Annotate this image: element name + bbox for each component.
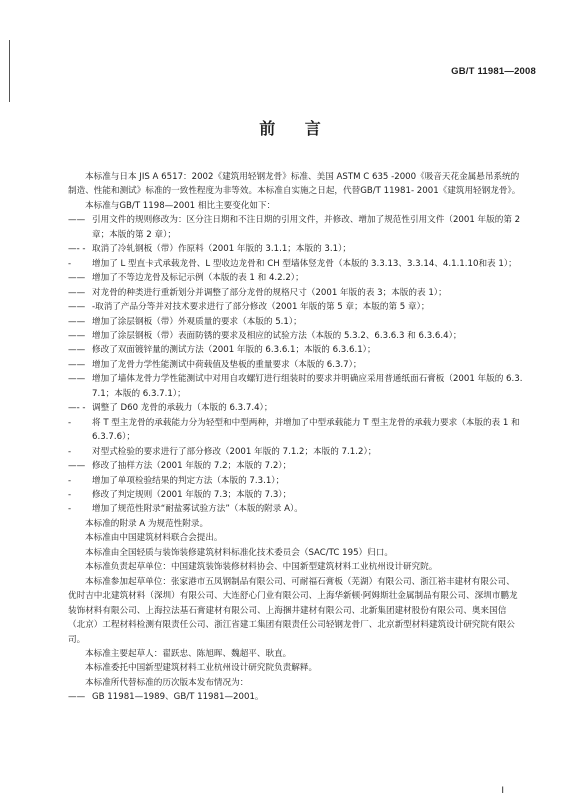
list-item [68,271,523,285]
list-item [68,358,523,372]
list-item [68,329,523,343]
item-text: 对龙骨的种类进行重新划分并调整了部分龙骨的规格尺寸（2001 年版的表 3；本版的表 1）； [92,287,447,298]
item-text: 引用文件的规则修改为：区分注日期和不注日期的引用文件，并修改、增加了规范性引用文件（2001 年版的第 2 章；本版的第 2 章）； [92,215,521,240]
item-dash: —— [68,330,86,341]
item-dash: —— [68,374,86,385]
list-item [68,401,523,415]
list-item [68,315,523,329]
item-dash: - [68,417,72,428]
list-item [68,286,523,300]
list-item [68,474,523,488]
item-text: 修改了抽样方法（2001 年版的 7.2；本版的 7.2）； [92,461,292,472]
item-text: 增加了规范性附录“耐盐雾试验方法”（本版的附录 A）。 [92,504,303,515]
item-text: 增加了 L 型直卡式承载龙骨、L 型收边龙骨和 CH 型墙体竖龙骨（本版的 3.3.13、3.3.14、4.1.1.10和表 1）； [92,258,517,269]
annex-note: 本标准的附录 A 为规范性附录。 [85,518,209,529]
standard-code: GB/T 11981—2008 [451,66,536,77]
list-item [68,416,523,445]
item-text: 修改了判定规则（2001 年版的 7.3；本版的 7.3）； [92,489,292,500]
history-item [68,690,523,704]
list-item [68,257,523,271]
item-text: -取消了产品分等并对技术要求进行了部分修改（2001 年版的第 5 章；本版的第 5 章）； [92,302,430,313]
item-text: 对型式检验的要求进行了部分修改（2001 年版的 7.1.2；本版的 7.1.2）； [92,446,377,457]
page-title: 前 言 [259,119,333,138]
drafters-names-note: 本标准主要起草人：翟跃忠、陈旭晖、魏超平、耿直。 [85,648,292,659]
item-text: 调整了 D60 龙骨的承载力（本版的 6.3.7.4）； [92,403,273,414]
list-item [68,502,523,516]
item-dash: —— [68,345,86,356]
list-item [68,445,523,459]
item-dash: —— [68,215,86,226]
interpretation-note: 本标准委托中国新型建筑材料工业杭州设计研究院负责解释。 [85,663,318,674]
committee-note: 本标准由全国轻质与装饰装修建筑材料标准化技术委员会（SAC/TC 195）归口。 [85,547,393,558]
proposer-note: 本标准由中国建筑材料联合会提出。 [85,533,223,544]
item-text: 增加了单项检验结果的判定方法（本版的 7.3.1）； [92,475,285,486]
list-item [68,343,523,357]
list-item [68,300,523,314]
history-text: GB 11981—1989、GB/T 11981—2001。 [92,692,264,703]
item-dash: - [68,504,72,515]
item-dash: —— [68,359,86,370]
item-text: 将 T 型主龙骨的承载能力分为轻型和中型两种，并增加了中型承载能力 T 型主龙骨的承载力要求（本版的表 1 和 6.3.7.6）； [92,417,520,443]
item-text: 修改了双面镀锌量的测试方法（2001 年版的 6.3.6.1；本版的 6.3.6.1）； [92,345,376,356]
item-dash: - [68,489,72,500]
item-dash: —— [68,273,86,284]
item-dash: —— [68,316,86,327]
document-body [68,170,523,705]
page-number: I [501,786,504,796]
item-dash: - [68,475,72,486]
list-item [68,242,523,256]
binding-margin-line [9,40,10,102]
item-text: 增加了墙体龙骨力学性能测试中对用自攻螺钉进行组装时的要求并明确应采用普通纸面石膏板（2001 年版的 6.3.7.1；本版的 6.3.7.1）； [92,374,523,399]
item-text: 取消了冷轧钢板（带）作原料（2001 年版的 3.1.1；本版的 3.1）； [92,244,351,255]
item-dash: —— [68,461,86,472]
history-lead: 本标准所代替标准的历次版本发布情况为： [85,677,249,688]
item-text: 增加了涂层钢板（带）表面防锈的要求及相应的试验方法（本版的 5.3.2、6.3.6.3 和 6.3.6.4）； [92,330,462,341]
intro-paragraph: 本标准与日本 JIS A 6517：2002《建筑用轻钢龙骨》标准、美国 ASTM C 635 -2000《吸音天花金属悬吊系统的制造、性能和测试》标准的一致性程度为非等效。本标准自实施之日起，代替GB/T 11981- 2001《建筑用轻钢龙骨》。 [68,172,521,197]
item-dash: —- - [68,403,86,414]
item-text: 增加了涂层钢板（带）外观质量的要求（本版的 5.1）； [92,316,302,327]
item-dash: - [68,446,72,457]
list-item [68,488,523,502]
item-dash: —- - [68,244,86,255]
list-item [68,213,523,242]
changes-list [68,213,523,517]
changes-lead: 本标准与GB/T 1198—2001 相比主要变化如下： [85,200,276,211]
lead-drafters-note: 本标准负责起草单位：中国建筑装饰装修材料协会、中国新型建筑材料工业杭州设计研究院。 [85,562,438,573]
item-dash: - [68,258,72,269]
participating-drafters-note: 本标准参加起草单位：张家港市五凤钢制品有限公司、可耐福石膏板（芜湖）有限公司、浙江裕丰建材有限公司、优时吉中北建筑材料（深圳）有限公司、大连舒心门业有限公司、上海华新顿·阿姆斯壮金属制品有限公司、深圳市鹏龙装饰材料有限公司、上海拉法基石膏建材有限公司、上海捆井建材有限公司、北新集团建材股份有限公司、奥来国信（北京）工程材料检测有限责任公司、浙江省建工集团有限责任公司轻钢龙骨厂、北京新型材料建筑设计研究院有限公司。 [68,576,518,645]
list-item [68,372,523,401]
item-dash: —— [68,692,86,703]
item-text: 增加了不等边龙骨及标记示例（本版的表 1 和 4.2.2）； [92,273,304,284]
item-dash: —— [68,287,86,298]
list-item [68,459,523,473]
item-text: 增加了龙骨力学性能测试中荷载值及垫板的重量要求（本版的 6.3.7）； [92,359,362,370]
item-dash: —— [68,302,86,313]
